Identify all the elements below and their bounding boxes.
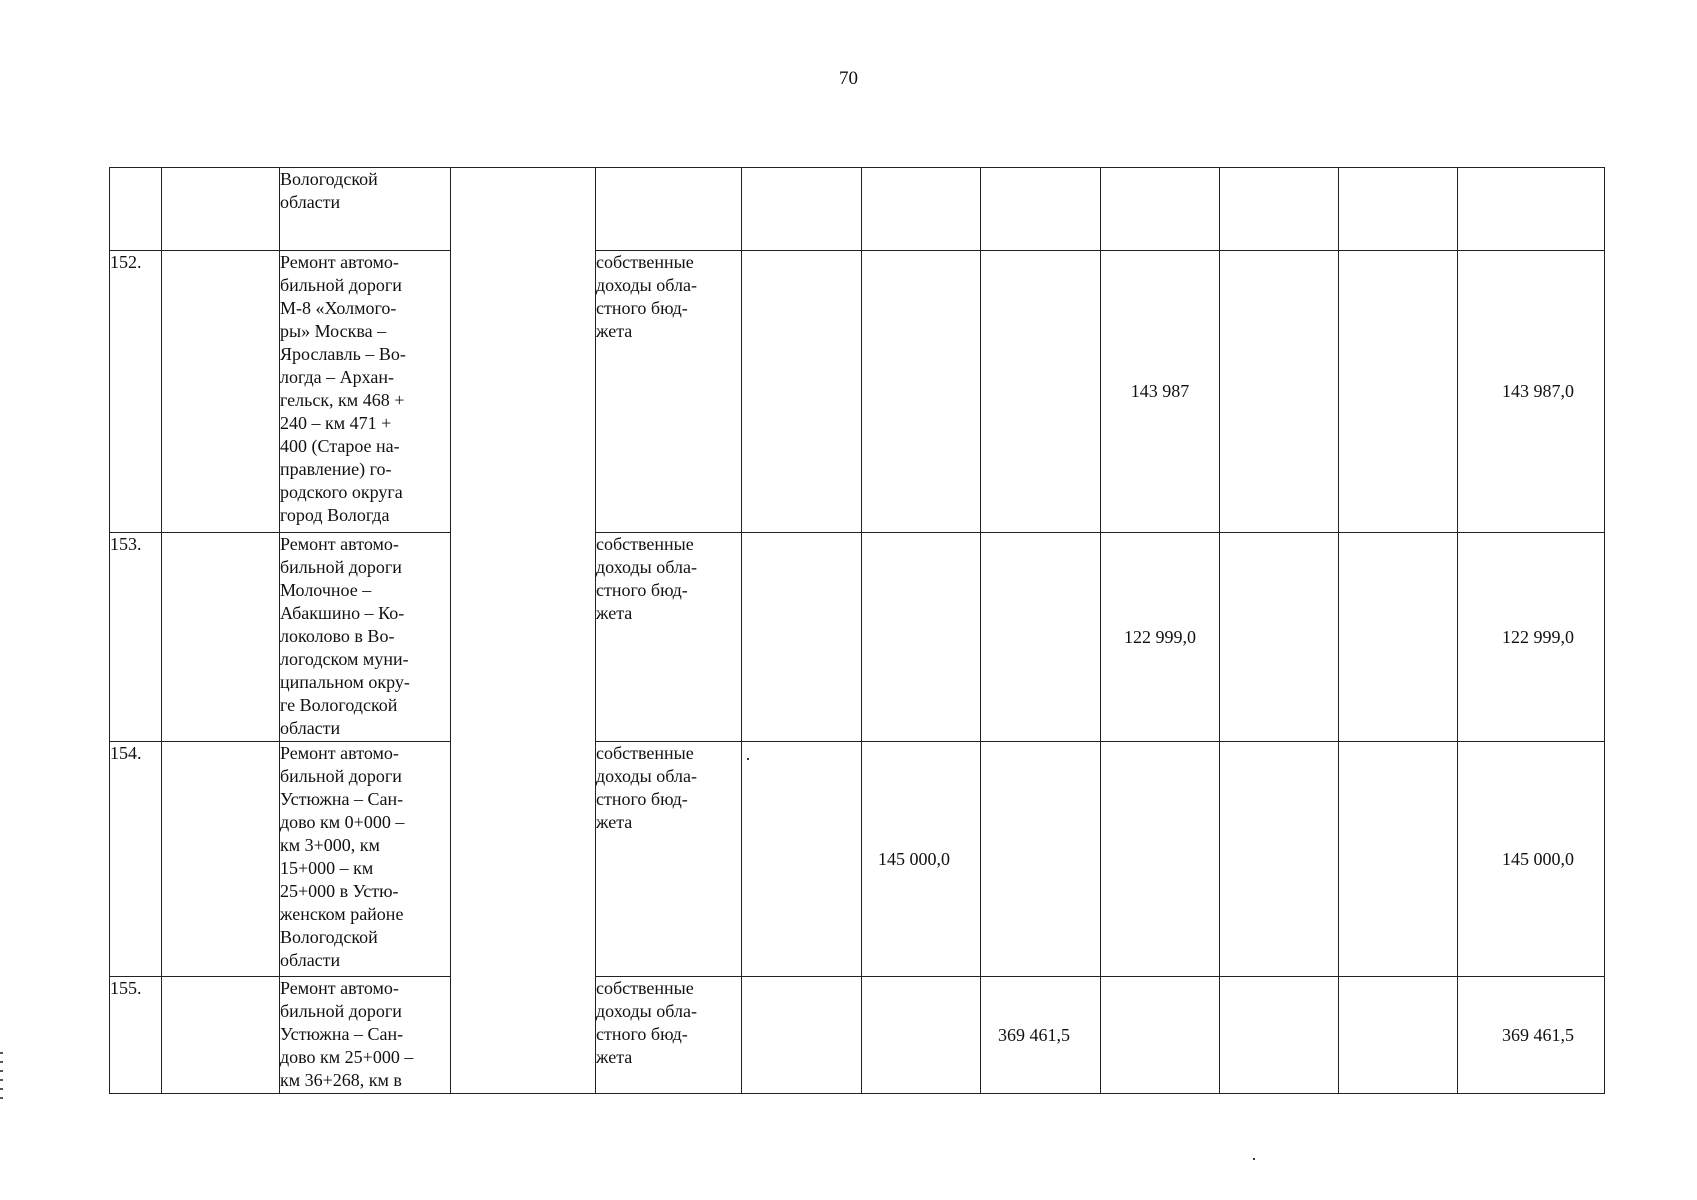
object-name-line: Устюжна – Сан- [280, 789, 404, 809]
funding-source-line: стного бюд- [596, 298, 688, 318]
total-value-cell: 145 000,0 [1458, 742, 1605, 977]
margin-mark [0, 1061, 3, 1063]
object-name-line: км 36+268, км в [280, 1070, 402, 1090]
table-row [110, 168, 1605, 251]
object-name-cell [280, 533, 451, 742]
value-cell [981, 533, 1101, 742]
value-cell [1220, 251, 1339, 533]
value-cell: 369 461,5 [981, 977, 1101, 1094]
value-cell [1339, 251, 1458, 533]
funding-source-line: собственные [596, 252, 694, 272]
blank-cell [451, 251, 596, 533]
funding-source-cell [596, 742, 742, 977]
value-cell [1220, 168, 1339, 251]
value-cell [1220, 977, 1339, 1094]
blank-cell [451, 168, 596, 251]
total-value-cell: 122 999,0 [1458, 533, 1605, 742]
funding-source-line: жета [596, 321, 633, 341]
object-name-line: Вологодской [280, 169, 378, 189]
code-cell [162, 977, 280, 1094]
value-cell: 122 999,0 [1101, 533, 1220, 742]
table-row [110, 533, 1605, 742]
value-cell [1101, 977, 1220, 1094]
margin-mark [0, 1070, 3, 1072]
value-cell [862, 168, 981, 251]
object-name-cell [280, 251, 451, 533]
funding-source-line: собственные [596, 534, 694, 554]
object-name-line: бильной дороги [280, 557, 402, 577]
object-name-line: ге Вологодской [280, 695, 398, 715]
object-name-line: области [280, 192, 341, 212]
funding-source-cell [596, 977, 742, 1094]
object-name-line: дово км 25+000 – [280, 1047, 414, 1067]
object-name-line: бильной дороги [280, 275, 402, 295]
blank-cell [451, 533, 596, 742]
funding-source-line: жета [596, 1047, 633, 1067]
object-name-cell [280, 168, 451, 251]
object-name-line: логда – Архан- [280, 367, 394, 387]
funding-source-line: доходы обла- [596, 1001, 697, 1021]
value-cell [981, 742, 1101, 977]
value-cell [1339, 977, 1458, 1094]
row-number [110, 168, 162, 251]
object-name-line: бильной дороги [280, 1001, 402, 1021]
funding-source-line: жета [596, 812, 633, 832]
code-cell [162, 168, 280, 251]
object-name-line: женском районе [280, 904, 404, 924]
funding-source-cell [596, 168, 742, 251]
row-number: 155. [110, 977, 162, 1094]
funding-source-line: собственные [596, 743, 694, 763]
budget-table [109, 167, 1605, 1094]
value-cell [742, 251, 862, 533]
object-name-line: ры» Москва – [280, 321, 387, 341]
table-row [110, 977, 1605, 1094]
page-number: 70 [839, 68, 858, 89]
value-cell [742, 168, 862, 251]
object-name-line: М-8 «Холмого- [280, 298, 397, 318]
value-cell [1339, 533, 1458, 742]
scan-dot [747, 758, 749, 760]
object-name-line: 15+000 – км [280, 858, 374, 878]
funding-source-line: жета [596, 603, 633, 623]
object-name-line: области [280, 950, 341, 970]
margin-mark [0, 1097, 3, 1099]
table-body [110, 168, 1605, 1094]
value-cell [1339, 742, 1458, 977]
value-cell [862, 533, 981, 742]
margin-mark [0, 1079, 3, 1081]
value-cell [862, 251, 981, 533]
margin-mark [0, 1052, 3, 1054]
value-cell [1101, 168, 1220, 251]
object-name-line: правление) го- [280, 459, 392, 479]
value-cell [1220, 742, 1339, 977]
object-name-line: 240 – км 471 + [280, 413, 392, 433]
object-name-cell [280, 742, 451, 977]
funding-source-line: доходы обла- [596, 766, 697, 786]
code-cell [162, 742, 280, 977]
object-name-line: дово км 0+000 – [280, 812, 405, 832]
value-cell [862, 977, 981, 1094]
table-row [110, 251, 1605, 533]
total-value-cell [1458, 168, 1605, 251]
object-name-line: логодском муни- [280, 649, 409, 669]
value-cell [981, 168, 1101, 251]
object-name-line: гельск, км 468 + [280, 390, 405, 410]
margin-mark [0, 1088, 3, 1090]
total-value-cell: 369 461,5 [1458, 977, 1605, 1094]
total-value-cell: 143 987,0 [1458, 251, 1605, 533]
value-cell: 143 987 [1101, 251, 1220, 533]
row-number: 153. [110, 533, 162, 742]
funding-source-line: стного бюд- [596, 1024, 688, 1044]
row-number: 154. [110, 742, 162, 977]
object-name-cell [280, 977, 451, 1094]
object-name-line: Ремонт автомо- [280, 252, 399, 272]
code-cell [162, 533, 280, 742]
value-cell [1101, 742, 1220, 977]
object-name-line: Абакшино – Ко- [280, 603, 405, 623]
object-name-line: Ярославль – Во- [280, 344, 406, 364]
funding-source-line: доходы обла- [596, 275, 697, 295]
blank-cell [451, 977, 596, 1094]
object-name-line: родского округа [280, 482, 403, 502]
object-name-line: Вологодской [280, 927, 378, 947]
object-name-line: Ремонт автомо- [280, 534, 399, 554]
table-row [110, 742, 1605, 977]
object-name-line: город Вологда [280, 505, 390, 525]
scan-dot [1253, 1158, 1255, 1160]
object-name-line: 400 (Старое на- [280, 436, 400, 456]
object-name-line: Ремонт автомо- [280, 743, 399, 763]
object-name-line: Устюжна – Сан- [280, 1024, 404, 1044]
object-name-line: Молочное – [280, 580, 372, 600]
object-name-line: км 3+000, км [280, 835, 380, 855]
funding-source-line: стного бюд- [596, 580, 688, 600]
value-cell: 145 000,0 [862, 742, 981, 977]
funding-source-line: доходы обла- [596, 557, 697, 577]
blank-cell [451, 742, 596, 977]
code-cell [162, 251, 280, 533]
funding-source-cell [596, 533, 742, 742]
value-cell [981, 251, 1101, 533]
value-cell [742, 977, 862, 1094]
funding-source-line: собственные [596, 978, 694, 998]
object-name-line: области [280, 718, 341, 738]
funding-source-line: стного бюд- [596, 789, 688, 809]
object-name-line: бильной дороги [280, 766, 402, 786]
row-number: 152. [110, 251, 162, 533]
object-name-line: локолово в Во- [280, 626, 395, 646]
object-name-line: ципальном окру- [280, 672, 410, 692]
funding-source-cell [596, 251, 742, 533]
object-name-line: Ремонт автомо- [280, 978, 399, 998]
value-cell [742, 742, 862, 977]
value-cell [1220, 533, 1339, 742]
value-cell [1339, 168, 1458, 251]
value-cell [742, 533, 862, 742]
object-name-line: 25+000 в Устю- [280, 881, 399, 901]
